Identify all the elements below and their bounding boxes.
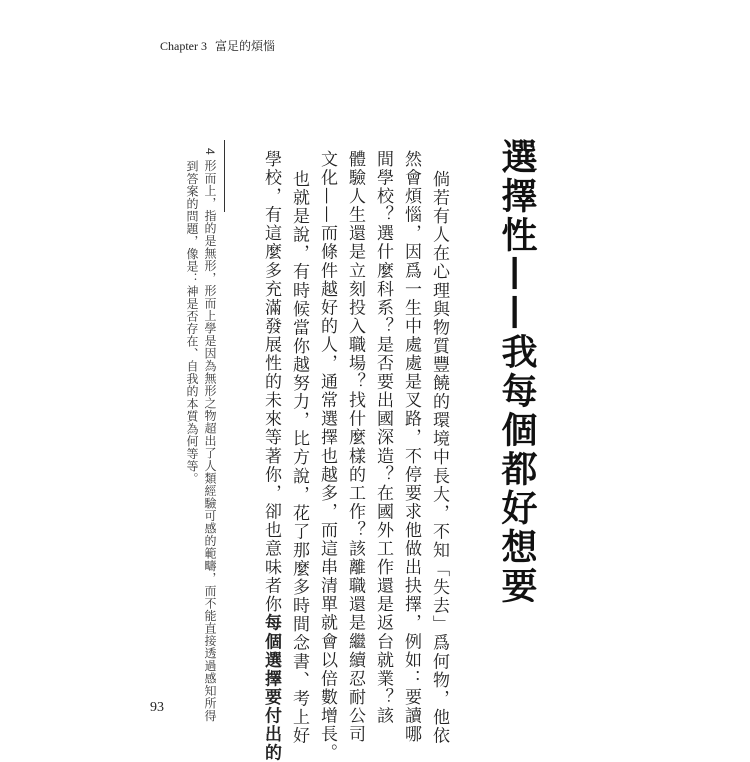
body-column-4: 體驗人生還是立刻投入職場？找什麼樣的工作？該離職還是繼續忍耐公司 [345,150,365,744]
footnote-rule [224,140,225,212]
section-title: 選擇性——我每個都好想要 [496,138,538,606]
body-column-7 [261,150,281,762]
body-column-5: 文化——而條件越好的人，通常選擇也越多，而這串清單就會以倍數增長。 [317,150,337,762]
running-head [160,37,275,54]
body-text: 學校，有這麼多充滿發展性的未來等著你，卻也意味者你 [261,150,281,614]
body-column-6: 也就是說，有時候當你越努力，比方說，花了那麼多時間念書、考上好 [289,170,309,746]
footnote-line-1 [203,148,217,722]
chapter-title: 富足的煩惱 [215,39,276,53]
body-emphasis: 每個選擇要付出的 [261,613,281,762]
footnote-number: 4 [203,148,217,156]
body-column-1: 倘若有人在心理與物質豐饒的環境中長大，不知「失去」爲何物，他依 [429,170,449,746]
body-column-2: 然會煩惱，因爲一生中處處是叉路，不停要求他做出抉擇，例如：要讀哪 [401,150,421,744]
page-number: 93 [150,700,164,715]
footnote-line-2: 到答案的問題，像是：神是否存在、自我的本質為何等等。 [185,160,199,485]
footnote-text-1: 形而上，指的是無形，形而上學是因為無形之物超出了人類經驗可感的範疇，而不能直接透過感知所得 [203,159,217,723]
chapter-label: Chapter 3 [160,39,207,53]
body-column-3: 間學校？選什麼科系？是否要出國深造？在國外工作還是返台就業？該 [373,150,393,726]
